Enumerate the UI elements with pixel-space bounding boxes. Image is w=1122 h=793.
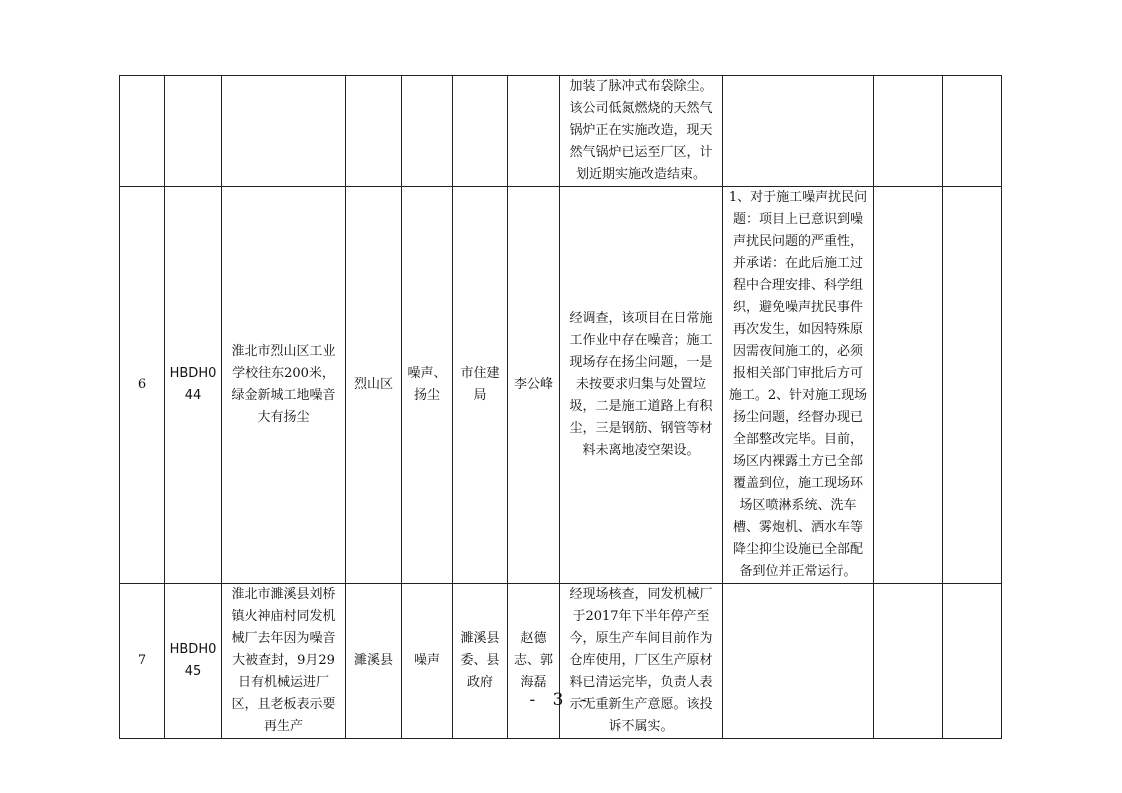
responsible-leader bbox=[508, 76, 560, 187]
complaint-code: HBDH045 bbox=[165, 584, 222, 739]
extra-cell-1 bbox=[874, 584, 943, 739]
rectification-measures bbox=[723, 584, 874, 739]
complaint-location bbox=[222, 76, 346, 187]
row-number: 6 bbox=[120, 187, 165, 584]
complaint-location: 淮北市濉溪县刘桥镇火神庙村同发机械厂去年因为噪音大被查封，9月29日有机械运进厂区，且老板表示要再生产 bbox=[222, 584, 346, 739]
table-row bbox=[120, 76, 1002, 187]
extra-cell-1 bbox=[874, 76, 943, 187]
extra-cell-2 bbox=[943, 584, 1002, 739]
responsible-dept: 濉溪县委、县政府 bbox=[453, 584, 508, 739]
responsible-leader: 赵德志、郭海磊 bbox=[508, 584, 560, 739]
pollution-type: 噪声 bbox=[402, 584, 453, 739]
complaint-code bbox=[165, 76, 222, 187]
pollution-type bbox=[402, 76, 453, 187]
complaint-table bbox=[119, 75, 1002, 739]
investigation-result: 经调查，该项目在日常施工作业中存在噪音；施工现场存在扬尘问题，一是未按要求归集与处置垃圾，二是施工道路上有积尘，三是钢筋、钢管等材料未离地凌空架设。 bbox=[560, 187, 723, 584]
investigation-result: 加装了脉冲式布袋除尘。该公司低氮燃烧的天然气锅炉正在实施改造，现天然气锅炉已运至厂区，计划近期实施改造结束。 bbox=[560, 76, 723, 187]
table-row bbox=[120, 584, 1002, 739]
row-number: 7 bbox=[120, 584, 165, 739]
district: 烈山区 bbox=[346, 187, 402, 584]
responsible-dept bbox=[453, 76, 508, 187]
extra-cell-2 bbox=[943, 187, 1002, 584]
complaint-code: HBDH044 bbox=[165, 187, 222, 584]
table-row bbox=[120, 187, 1002, 584]
extra-cell-2 bbox=[943, 76, 1002, 187]
responsible-leader: 李公峰 bbox=[508, 187, 560, 584]
rectification-measures bbox=[723, 76, 874, 187]
responsible-dept: 市住建局 bbox=[453, 187, 508, 584]
rectification-measures: 1、对于施工噪声扰民问题：项目上已意识到噪声扰民问题的严重性，并承诺：在此后施工过程中合理安排、科学组织，避免噪声扰民事件再次发生，如因特殊原因需夜间施工的，必须报相关部门审批后方可施工。2、针对施工现场扬尘问题，经督办现已全部整改完毕。目前，场区内裸露土方已全部覆盖到位，施工现场环场区喷淋系统、洗车槽、雾炮机、洒水车等降尘抑尘设施已全部配备到位并正常运行。 bbox=[723, 187, 874, 584]
district bbox=[346, 76, 402, 187]
complaint-location: 淮北市烈山区工业学校往东200米，绿金新城工地噪音大有扬尘 bbox=[222, 187, 346, 584]
row-number bbox=[120, 76, 165, 187]
district: 濉溪县 bbox=[346, 584, 402, 739]
pollution-type: 噪声、扬尘 bbox=[402, 187, 453, 584]
extra-cell-1 bbox=[874, 187, 943, 584]
page-number: - 3 - bbox=[529, 690, 593, 710]
investigation-result: 经现场核查，同发机械厂于2017年下半年停产至今，原生产车间目前作为仓库使用，厂区生产原材料已清运完毕，负责人表示无重新生产意愿。该投诉不属实。 bbox=[560, 584, 723, 739]
